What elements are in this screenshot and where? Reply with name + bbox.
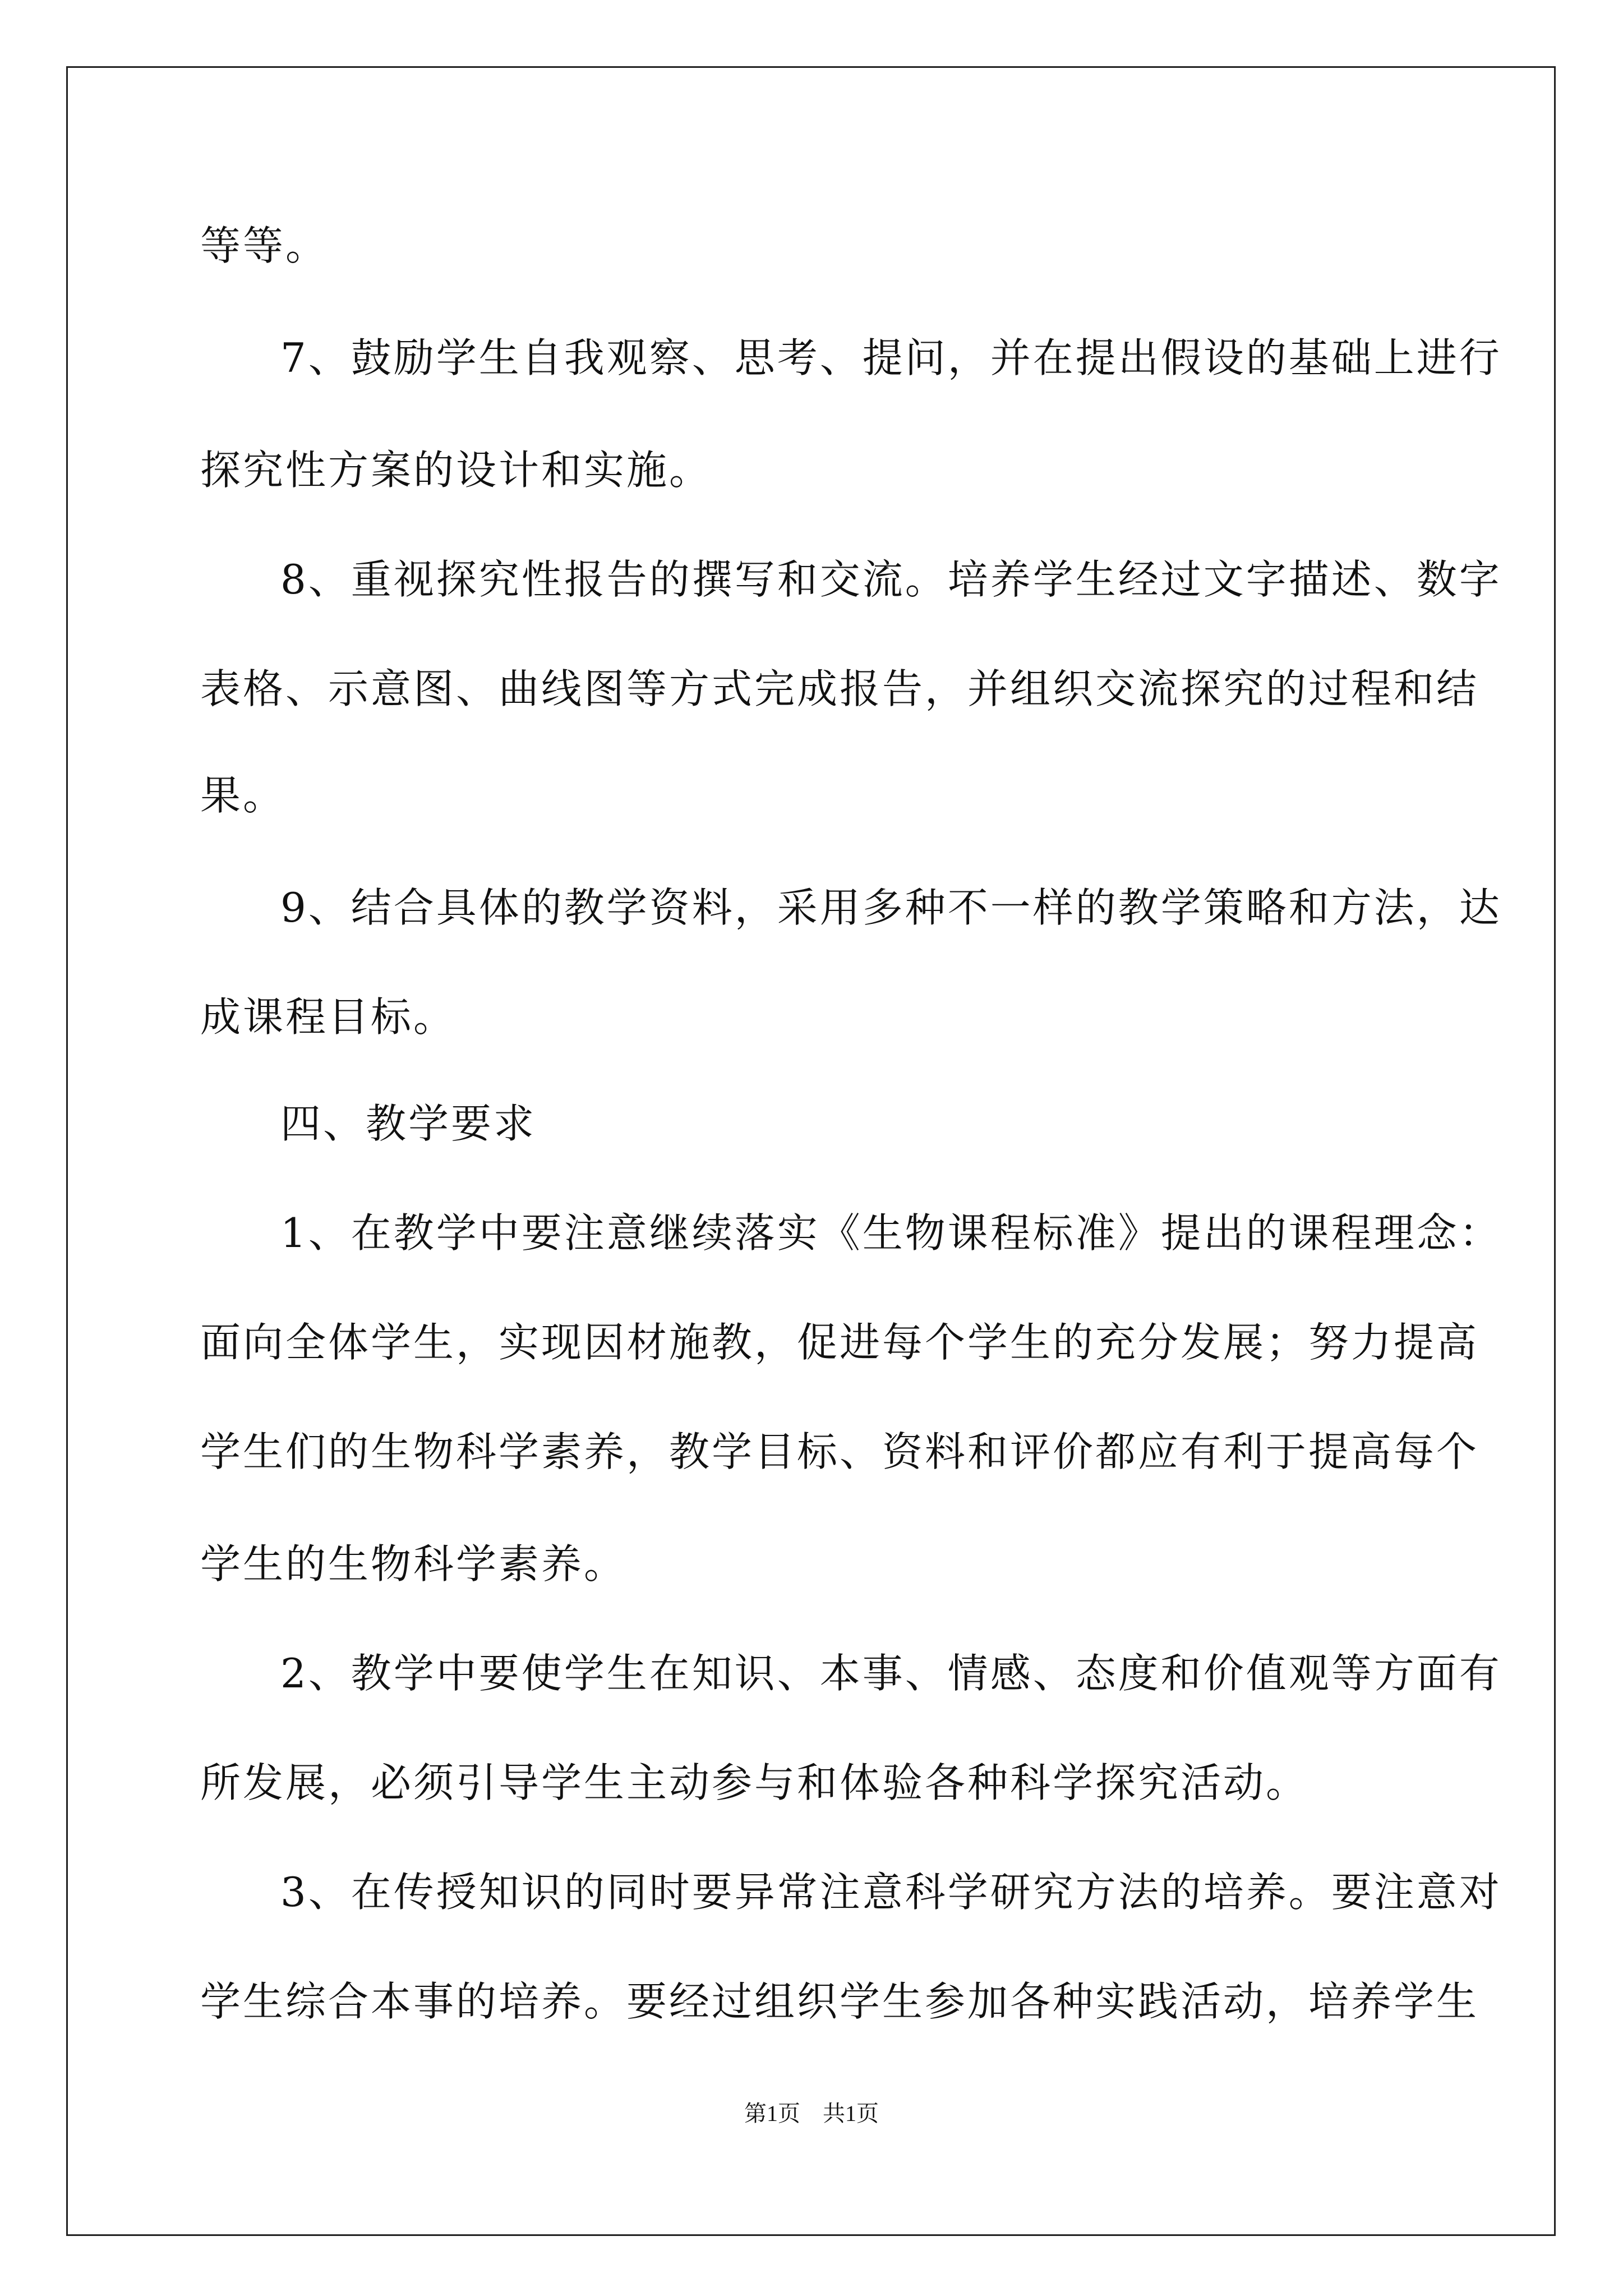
text-line: 2、教学中要使学生在知识、本事、情感、态度和价值观等方面有 <box>280 1650 1502 1697</box>
text-line: 7、鼓励学生自我观察、思考、提问，并在提出假设的基础上进行 <box>280 334 1502 381</box>
text-line: 8、重视探究性报告的撰写和交流。培养学生经过文字描述、数字 <box>280 556 1502 603</box>
text-line: 学生们的生物科学素养，教学目标、资料和评价都应有利于提高每个 <box>200 1428 1479 1475</box>
text-line: 成课程目标。 <box>200 993 457 1041</box>
text-line: 1、在教学中要注意继续落实《生物课程标准》提出的课程理念： <box>280 1209 1502 1257</box>
text-line: 学生的生物科学素养。 <box>200 1540 627 1588</box>
text-line: 等等。 <box>200 222 329 269</box>
text-line: 表格、示意图、曲线图等方式完成报告，并组织交流探究的过程和结 <box>200 665 1479 712</box>
text-line: 9、结合具体的教学资料，采用多种不一样的教学策略和方法，达 <box>280 884 1502 931</box>
text-line: 面向全体学生，实现因材施教，促进每个学生的充分发展；努力提高 <box>200 1319 1479 1366</box>
text-line: 3、在传授知识的同时要异常注意科学研究方法的培养。要注意对 <box>280 1869 1502 1916</box>
page-number-footer: 第1页 共1页 <box>744 2101 879 2126</box>
section-heading: 四、教学要求 <box>280 1100 537 1147</box>
text-line: 探究性方案的设计和实施。 <box>200 447 712 494</box>
text-line: 学生综合本事的培养。要经过组织学生参加各种实践活动，培养学生 <box>200 1978 1479 2025</box>
text-line: 所发展，必须引导学生主动参与和体验各种科学探究活动。 <box>200 1759 1309 1806</box>
text-line: 果。 <box>200 772 286 819</box>
